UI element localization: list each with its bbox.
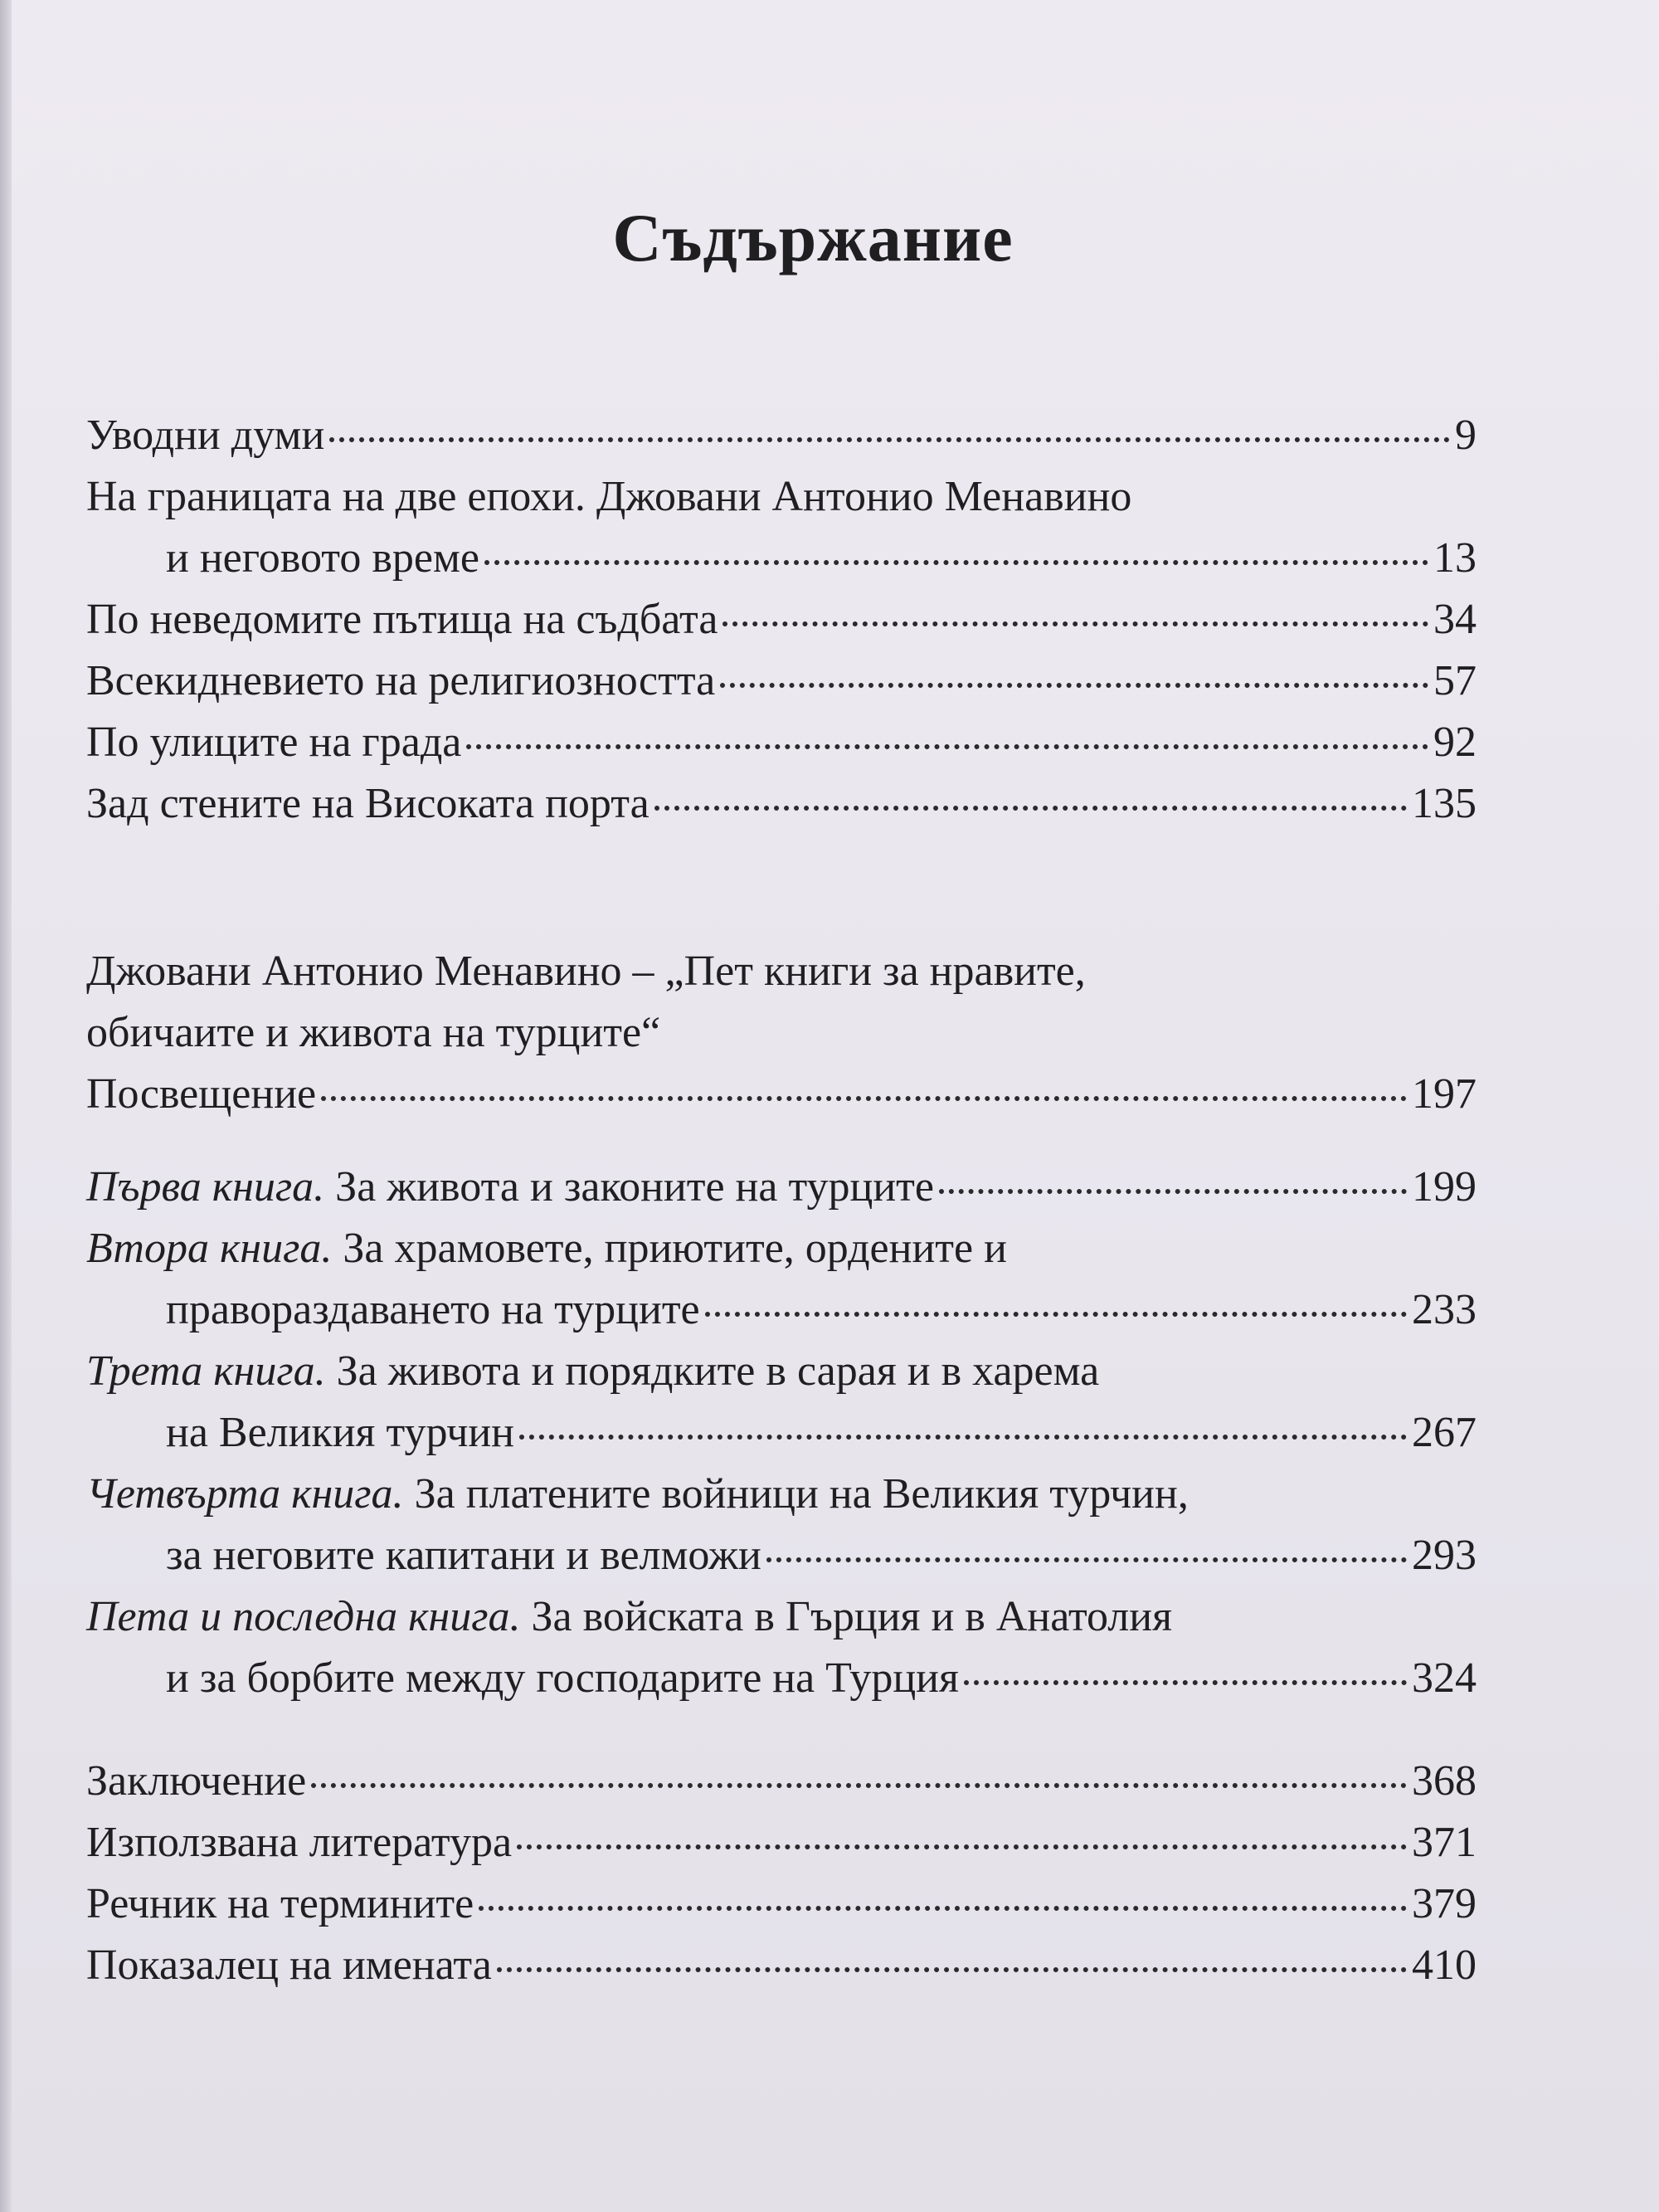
toc-page-number: 410 [1412,1942,1477,1989]
book-text: За платените войници на Великия турчин, [403,1470,1189,1518]
dot-leader [466,744,1428,749]
dot-leader [321,1096,1407,1101]
toc-page-number: 293 [1412,1532,1477,1579]
dot-leader [311,1783,1407,1788]
toc-page-number: 371 [1412,1819,1477,1866]
toc-entry-label: и неговото време [166,534,479,582]
toc-entry-fate [86,589,1477,650]
toc-entry-label: По неведомите пътища на съдбата [86,596,718,643]
toc-entry-book4-line1 [86,1464,1477,1525]
toc-entry-index [86,1935,1477,1996]
toc-entry-label: Посвещение [86,1070,317,1118]
dot-leader [517,1844,1407,1849]
book-text: За храмовете, приютите, ордените и [332,1225,1007,1272]
toc-page-number: 197 [1412,1070,1477,1118]
toc-entry-label: Заключение [86,1757,307,1805]
toc-entry-label: правораздаването на турците [166,1286,700,1333]
toc-entry-book5 [86,1648,1477,1709]
toc-page-number: 34 [1433,596,1477,643]
toc-page-number: 324 [1412,1654,1477,1702]
toc-entry-label: Зад стените на Високата порта [86,780,649,827]
toc-entry-glossary [86,1873,1477,1935]
toc-entry-book4 [86,1525,1477,1586]
book-prefix: Трета книга. [86,1347,326,1395]
toc-entry-book2-line1 [86,1218,1477,1279]
toc-entry-label: Всекидневието на религиозността [86,657,716,704]
toc-page-number: 13 [1433,534,1477,582]
book-prefix: Втора книга. [86,1225,333,1272]
page-binding-edge [0,0,12,2212]
dot-leader [484,560,1428,565]
dot-leader [939,1189,1407,1194]
toc-page-number: 368 [1412,1757,1477,1805]
book-text: За живота и порядките в сарая и в харема [325,1347,1100,1395]
toc-entry-book1 [86,1157,1477,1218]
toc-page-number: 92 [1433,719,1477,766]
book-text: За живота и законите на турците [324,1163,934,1211]
dot-leader [720,683,1428,688]
toc-page-number: 57 [1433,657,1477,704]
toc-entry-label: Речник на термините [86,1880,474,1927]
dot-leader [722,621,1428,626]
toc-entry-label: за неговите капитани и велможи [166,1532,761,1579]
toc-entry-intro [86,405,1477,466]
work-title-line1: Джовани Антонио Менавино – „Пет книги за нравите, [86,948,1086,995]
book-prefix: Пета и последна книга. [86,1593,521,1640]
toc-entry-label: на Великия турчин [166,1409,515,1456]
toc-entry-religion [86,650,1477,712]
toc-entry-label: Използвана литература [86,1819,513,1866]
dot-leader [497,1967,1407,1972]
toc-entry-label [86,1157,934,1218]
toc-entry-border [86,528,1477,589]
toc-entry-streets [86,712,1477,773]
dot-leader [654,806,1407,811]
dot-leader [766,1557,1407,1562]
toc-entry-book3-line1 [86,1341,1477,1402]
page-title: Съдържание [612,200,1014,275]
toc-entry-book5-line1 [86,1586,1477,1648]
toc-entry-label: По улиците на града [86,719,462,766]
toc-entry-label: Уводни думи [86,412,325,459]
toc-page-number: 9 [1455,412,1477,459]
toc-entry-label: Показалец на имената [86,1942,492,1989]
toc-page-number: 267 [1412,1409,1477,1456]
toc-entry-conclusion [86,1751,1477,1812]
book-text: За войската в Гърция и в Анатолия [520,1593,1172,1640]
toc-page-number: 233 [1412,1286,1477,1333]
dot-leader [705,1312,1407,1317]
dot-leader [519,1435,1407,1440]
toc-entry-border-line1: На границата на две епохи. Джовани Антонио Менавино [86,473,1132,520]
toc-entry-dedication [86,1064,1477,1125]
table-of-contents [86,405,1477,1996]
book-prefix: Първа книга. [86,1163,325,1211]
book-prefix: Четвърта книга. [86,1470,404,1518]
toc-page-number: 135 [1412,780,1477,827]
toc-entry-porte [86,773,1477,835]
toc-page-number: 379 [1412,1880,1477,1927]
dot-leader [479,1906,1407,1911]
work-title-line2: обичаите и живота на турците“ [86,1009,661,1056]
toc-page-number: 199 [1412,1163,1477,1211]
dot-leader [329,437,1450,442]
toc-entry-label: и за борбите между господарите на Турция [166,1654,959,1702]
dot-leader [964,1680,1407,1685]
toc-entry-book2 [86,1279,1477,1341]
toc-entry-book3 [86,1402,1477,1464]
toc-entry-literature [86,1812,1477,1873]
